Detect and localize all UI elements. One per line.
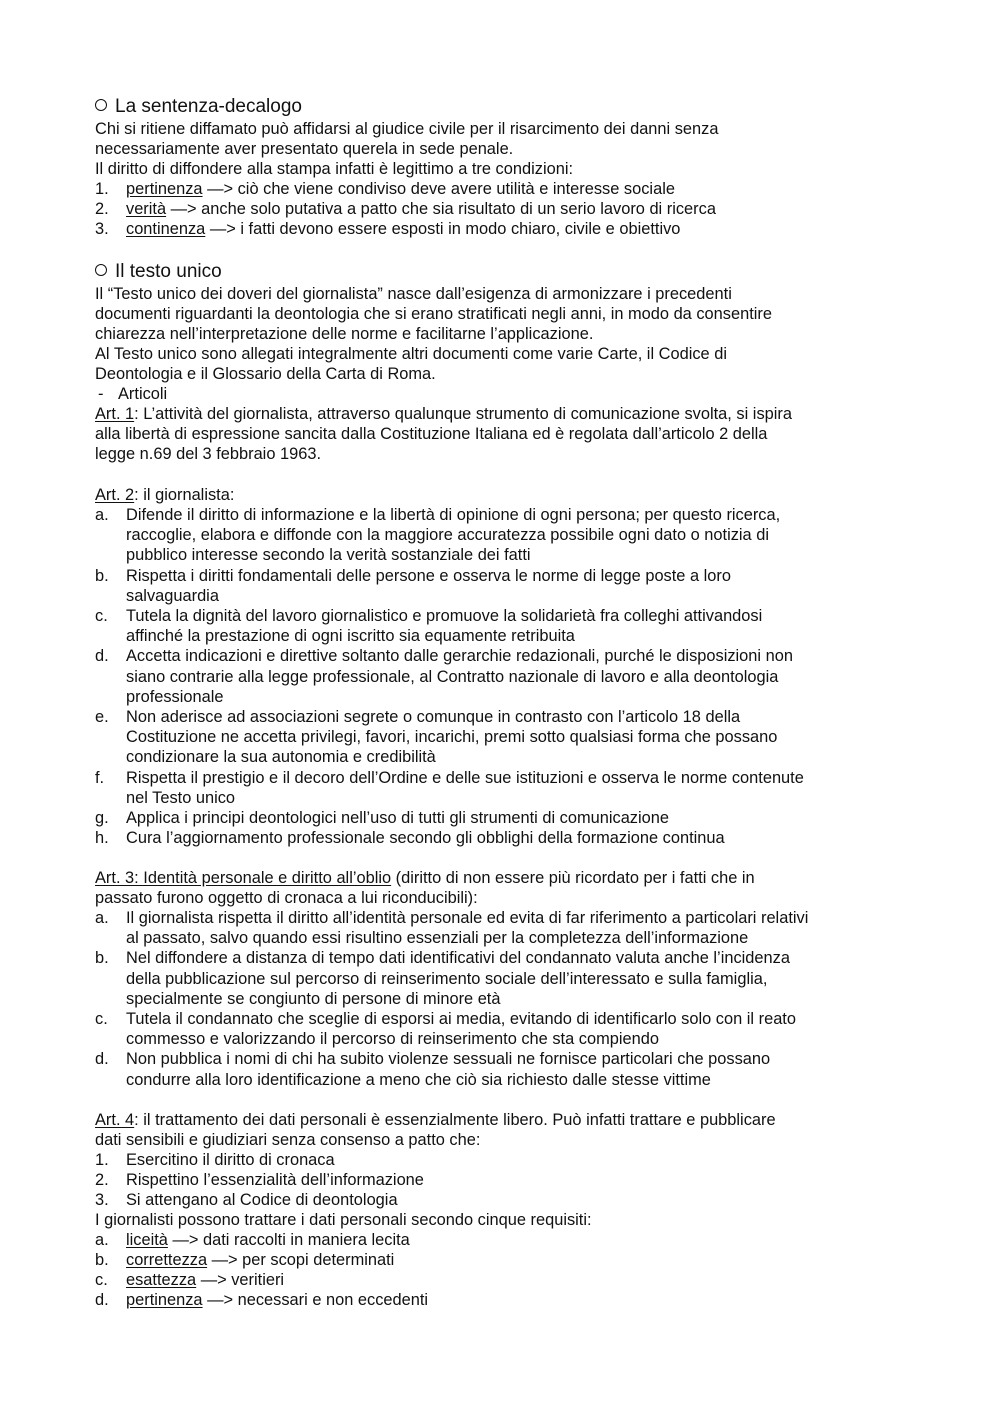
list-marker: a. (95, 1231, 109, 1249)
list-item-text: condizionare la sua autonomia e credibilità (126, 748, 436, 767)
underlined-term: esattezza (126, 1271, 197, 1289)
list-marker: d. (95, 647, 109, 666)
list-item-text: —> i fatti devono essere esposti in modo chiaro, civile e obiettivo (205, 220, 681, 238)
list-item-text: Applica i principi deontologici nell’uso di tutti gli strumenti di comunicazione (126, 809, 669, 827)
list-item-text: —> dati raccolti in maniera lecita (167, 1231, 410, 1249)
list-item-text: —> anche solo putativa a patto che sia risultato di un serio lavoro di ricerca (166, 200, 716, 218)
article-3-line (95, 868, 755, 888)
list-item-text: condurre alla loro identificazione a meno che ciò sia richiesto dalle stesse vittime (126, 1070, 711, 1089)
list-item-text: —> ciò che viene condiviso deve avere utilità e interesse sociale (202, 180, 675, 198)
list-marker: d. (95, 1291, 109, 1309)
list-marker: c. (95, 1010, 108, 1028)
underlined-term: pertinenza (126, 1291, 203, 1309)
paragraph-line: Chi si ritiene diffamato può affidarsi al giudice civile per il risarcimento dei danni senza (95, 120, 719, 138)
list-marker: c. (95, 607, 108, 625)
paragraph-line: chiarezza nell’interpretazione delle norme e facilitarne l’applicazione. (95, 325, 594, 343)
list-item-text: Non aderisce ad associazioni segrete o comunque in contrasto con l’articolo 18 della (126, 708, 741, 726)
article-label: Art. 1 (95, 405, 135, 423)
article-text: : L’attività del giornalista, attraverso qualunque strumento di comunicazione svolta, si ispira (134, 405, 792, 423)
article-text: : il trattamento dei dati personali è essenzialmente libero. Può infatti trattare e pubblicare (134, 1111, 776, 1129)
paragraph-line: Il “Testo unico dei doveri del giornalista” nasce dall’esigenza di armonizzare i precedenti (95, 285, 732, 303)
subheading-articoli (95, 384, 167, 404)
list-item-text: al passato, salvo quando essi risultino essenziali per la completezza dell’informazione (126, 929, 749, 948)
paragraph-line: Al Testo unico sono allegati integralmente altri documenti come varie Carte, il Codice di (95, 345, 727, 363)
paragraph-line: necessariamente aver presentato querela in sede penale. (95, 140, 514, 158)
list-marker: 3. (95, 220, 109, 238)
section-heading (95, 96, 302, 118)
underlined-term: pertinenza (126, 180, 203, 198)
article-label: Art. 4 (95, 1111, 135, 1129)
list-marker: 1. (95, 180, 109, 198)
list-item-text: Non pubblica i nomi di chi ha subito violenze sessuali ne fornisce particolari che possano (126, 1050, 771, 1069)
article-label: Art. 2 (95, 486, 135, 504)
dash-bullet: - (98, 385, 104, 403)
list-item-text: Tutela la dignità del lavoro giornalistico e promuove la solidarietà fra colleghi attivandosi (126, 607, 763, 625)
list-marker: 1. (95, 1151, 109, 1169)
list-item-text: —> necessari e non eccedenti (202, 1291, 429, 1309)
list-item-text: Si attengano al Codice di deontologia (126, 1191, 398, 1209)
paragraph-line: I giornalisti possono trattare i dati personali secondo cinque requisiti: (95, 1211, 592, 1229)
list-item-text: Rispetta i diritti fondamentali delle persone e osserva le norme di legge poste a loro (126, 566, 731, 585)
circle-bullet-icon (95, 99, 107, 111)
list-marker: c. (95, 1271, 108, 1289)
list-item-text: Difende il diritto di informazione e la libertà di opinione di ogni persona; per questo ricerca, (126, 506, 781, 524)
list-item-text: Accetta indicazioni e direttive soltanto dalle gerarchie redazionali, purché le disposizioni non (126, 647, 793, 666)
paragraph-line: legge n.69 del 3 febbraio 1963. (95, 445, 322, 463)
list-item-text: della pubblicazione sul percorso di reinserimento sociale dell’interessato e sulla famiglia, (126, 969, 768, 988)
article-label: Art. 3: Identità personale e diritto all’oblio (95, 869, 392, 887)
list-item-text: Rispettino l’essenzialità dell’informazione (126, 1171, 424, 1189)
paragraph-line: Il diritto di diffondere alla stampa infatti è legittimo a tre condizioni: (95, 160, 574, 178)
list-marker: 2. (95, 1171, 109, 1189)
list-item-text: pubblico interesse secondo la verità sostanziale dei fatti (126, 546, 531, 565)
list-item-text: Nel diffondere a distanza di tempo dati identificativi del condannato valuta anche l’incidenza (126, 949, 790, 968)
list-item-text: —> veritieri (196, 1271, 285, 1289)
list-item-text: Rispetta il prestigio e il decoro dell’Ordine e delle sue istituzioni e osserva le norme contenute (126, 768, 804, 787)
list-item-text: salvaguardia (126, 586, 219, 605)
paragraph-line: documenti riguardanti la deontologia che si erano stratificati negli anni, in modo da consentire (95, 305, 772, 323)
list-item-text: —> per scopi determinati (207, 1251, 395, 1269)
list-marker: 3. (95, 1191, 109, 1209)
list-item-text: Costituzione ne accetta privilegi, favori, incarichi, premi sotto qualsiasi forma che possano (126, 728, 778, 747)
article-text: (diritto di non essere più ricordato per i fatti che in (391, 869, 755, 887)
list-marker: f. (95, 768, 105, 787)
subheading-text: Articoli (118, 385, 168, 403)
paragraph-line: alla libertà di espressione sancita dalla Costituzione Italiana ed è regolata dall’articolo 2 della (95, 425, 768, 443)
paragraph-line: dati sensibili e giudiziari senza consenso a patto che: (95, 1131, 481, 1149)
list-marker: d. (95, 1050, 109, 1069)
list-item-text: commesso e valorizzando il percorso di reinserimento che sta compiendo (126, 1030, 659, 1049)
underlined-term: verità (126, 200, 167, 218)
list-item-text: affinché la prestazione di ogni iscritto sia equamente retribuita (126, 627, 575, 646)
list-item-text: Il giornalista rispetta il diritto all’identità personale ed evita di far riferimento a particolari relativi (126, 909, 809, 927)
article-text: : il giornalista: (134, 486, 235, 504)
underlined-term: correttezza (126, 1251, 208, 1269)
list-marker: a. (95, 506, 109, 524)
paragraph-line: passato furono oggetto di cronaca a lui riconducibili): (95, 889, 478, 907)
article-1-line (95, 404, 792, 424)
section-heading-text: Il testo unico (115, 261, 222, 282)
article-4-line (95, 1110, 776, 1130)
section-heading (95, 261, 222, 283)
circle-bullet-icon (95, 264, 107, 276)
list-item-text: specialmente se congiunto di persone di minore età (126, 989, 501, 1008)
underlined-term: continenza (126, 220, 206, 238)
list-item-text: Esercitino il diritto di cronaca (126, 1151, 335, 1169)
list-marker: a. (95, 909, 109, 927)
list-item-text: raccoglie, elabora e diffonde con la maggiore accuratezza possibile ogni dato o notizia di (126, 526, 769, 545)
list-marker: b. (95, 949, 109, 968)
list-marker: 2. (95, 200, 109, 218)
list-item-text: siano contrarie alla legge professionale, al Contratto nazionale di lavoro e alla deontologia (126, 667, 779, 686)
article-2-line (95, 485, 234, 505)
list-marker: h. (95, 829, 109, 848)
list-item-text: nel Testo unico (126, 788, 236, 807)
list-item-text: Tutela il condannato che sceglie di esporsi ai media, evitando di identificarlo solo con il reato (126, 1010, 796, 1028)
underlined-term: liceità (126, 1231, 168, 1249)
list-item-text: professionale (126, 687, 224, 706)
list-marker: b. (95, 1251, 109, 1269)
section-heading-text: La sentenza-decalogo (115, 96, 302, 117)
list-marker: b. (95, 566, 109, 585)
list-item-text: Cura l’aggiornamento professionale secondo gli obblighi della formazione continua (126, 829, 725, 848)
list-marker: g. (95, 809, 109, 827)
paragraph-line: Deontologia e il Glossario della Carta di Roma. (95, 365, 436, 383)
list-marker: e. (95, 708, 109, 726)
